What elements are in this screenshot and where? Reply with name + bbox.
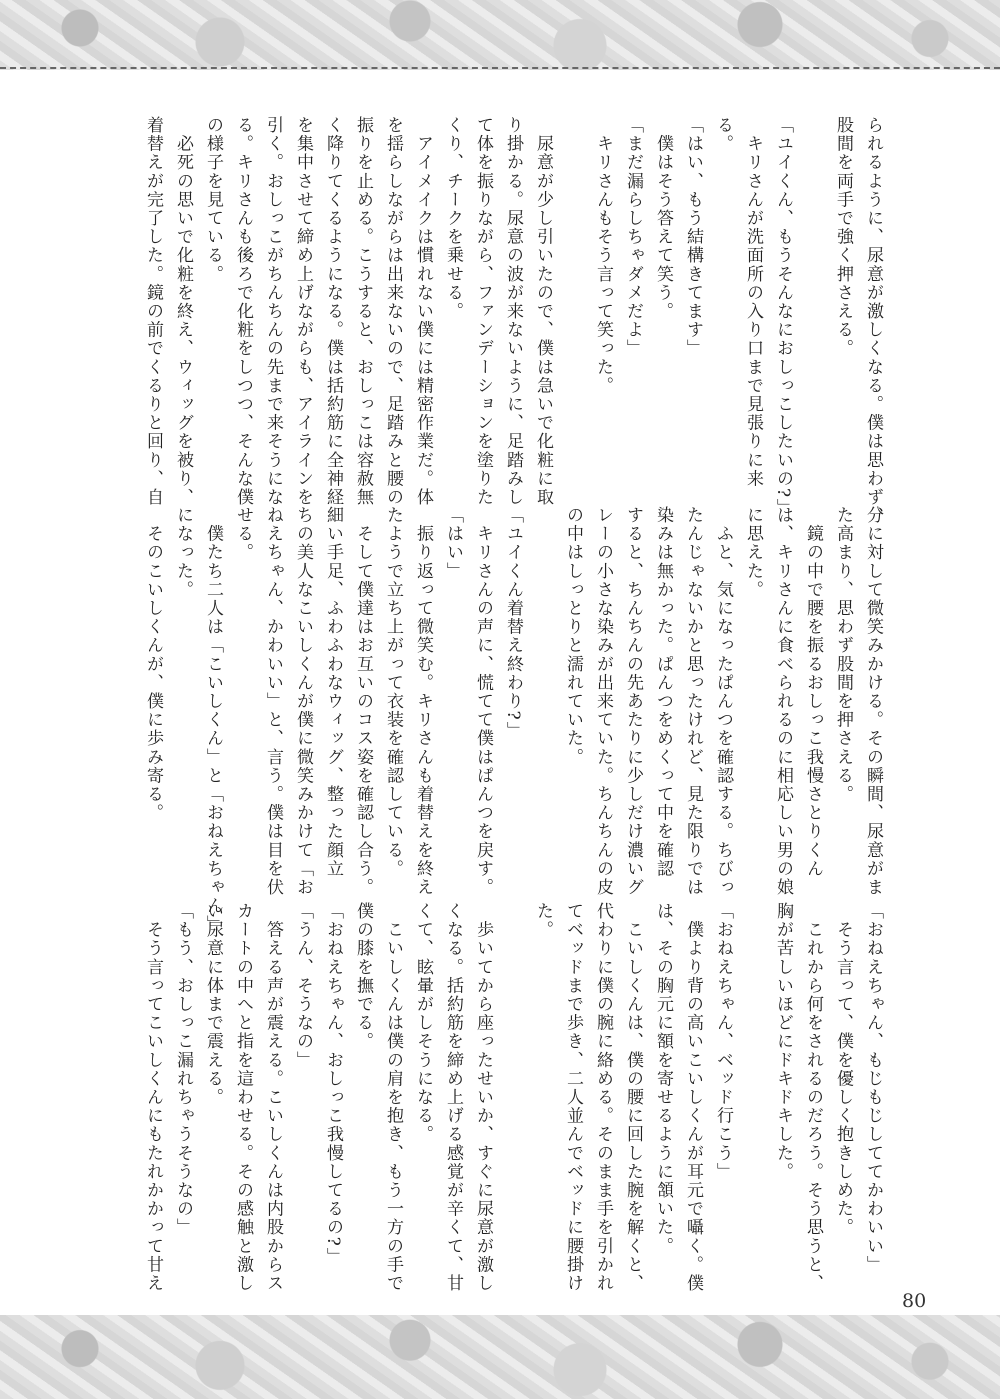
decorative-header-band — [0, 0, 1000, 70]
text-block-upper: られるように、尿意が激しくなる。僕は思わず、 股間を両手で強く押さえる。 「ユイくん、もうそんなにおしっこしたいの?」 キリさんが洗面所の入り口まで見張りに来 る。 「はい、もう結構きてます」 僕はそう答えて笑う。 「まだ漏らしちゃダメだよ」 キリさんもそう言って笑った。 尿意が少し引いたので、僕は急いで化粧に取 り掛かる。尿意の波が来ないように、足踏みし て体を振りながら、ファンデーションを塗りた くり、チークを乗せる。 アイメイクは慣れない僕には精密作業だ。体 を揺らしながらは出来ないので、足踏みと腰の 振りを止める。こうすると、おしっこは容赦無 く降りてくるようになる。僕は括約筋に全神経 を集中させて締め上げながらも、アイラインを 引く。おしっこがちんちんの先まで来そうにな る。キリさんも後ろで化粧をしつつ、そんな僕 の様子を見ている。 必死の思いで化粧を終え、ウィッグを被り、 着替えが完了した。鏡の前でくるりと回り、自 — [143, 116, 883, 526]
header-dashed-rule — [0, 67, 1000, 69]
page-number: 80 — [902, 1290, 927, 1312]
text-block-lower: 「おねえちゃん、もじもじしててかわいい」 そう言って、僕を優しく抱きしめた。 これから何をされるのだろう。そう思うと、 胸が苦しいほどにドキドキした。 「おねえちゃん、ベッド行こう」 僕より背の高いこいしくんが耳元で囁く。僕 は、その胸元に額を寄せるように頷いた。 こいしくんは、僕の腰に回した腕を解くと、 代わりに僕の腕に絡める。そのまま手を引かれ てベッドまで歩き、二人並んでベッドに腰掛け た。 歩いてから座ったせいか、すぐに尿意が激し くなる。括約筋を締め上げる感覚が辛くて、甘 くて、眩暈がしそうになる。 こいしくんは僕の肩を抱き、もう一方の手で 僕の膝を撫でる。 「おねえちゃん、おしっこ我慢してるの?」 「うん、そうなの」 答える声が震える。こいしくんは内股からス カートの中へと指を這わせる。その感触と激し い尿意に体まで震える。 「もう、おしっこ漏れちゃうそうなの」 そう言ってこいしくんにもたれかかって甘え — [143, 902, 883, 1293]
decorative-footer-band — [0, 1315, 1000, 1399]
text-block-middle: 分に対して微笑みかける。その瞬間、尿意がま た高まり、思わず股間を押さえる。 鏡の中で腰を振るおしっこ我慢さとりくん は、キリさんに食べられるのに相応しい男の娘 に思えた。 ふと、気になったぱんつを確認する。ちびっ たんじゃないかと思ったけれど、見た限りでは 染みは無かった。ぱんつをめくって中を確認 すると、ちんちんの先あたりに少しだけ濃いグ レーの小さな染みが出来ていた。ちんちんの皮 の中はしっとりと濡れていた。 「ユイくん着替え終わり?」 キリさんの声に、慌てて僕はぱんつを戻す。 「はい」 振り返って微笑む。キリさんも着替えを終え たようで立ち上がって衣装を確認している。 そして僕達はお互いのコス姿を確認し合う。 細い手足、ふわふわなウィッグ、整った顔立 ちの美人なこいしくんが僕に微笑みかけて「お ねえちゃん、かわいい」と、言う。僕は目を伏 せる。 僕たち二人は「こいしくん」と「おねえちゃん」 になった。 そのこいしくんが、僕に歩み寄る。 — [143, 506, 883, 934]
